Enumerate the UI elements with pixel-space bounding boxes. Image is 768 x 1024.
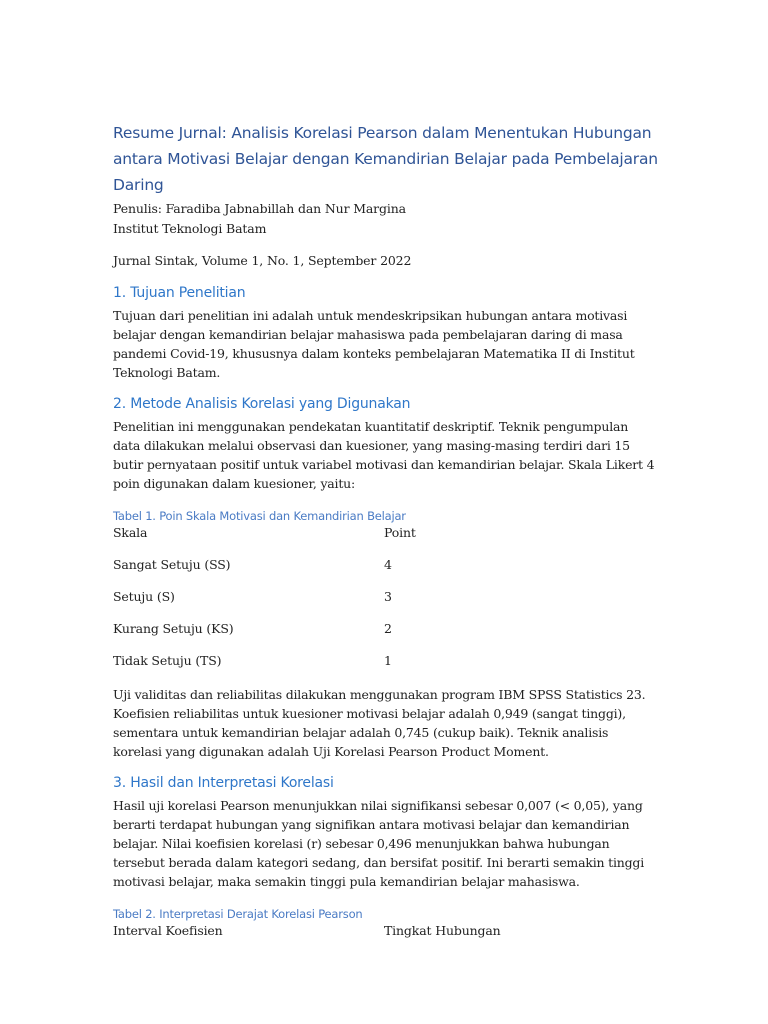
institution-line: Institut Teknologi Batam — [113, 221, 267, 236]
journal-line: Jurnal Sintak, Volume 1, No. 1, September 2022 — [113, 253, 412, 268]
table-header-cell: Tingkat Hubungan — [384, 923, 501, 938]
table-header-cell: Interval Koefisien — [113, 923, 223, 938]
table-row — [113, 621, 658, 653]
table-cell: Setuju (S) — [113, 589, 175, 604]
section-heading-tujuan: 1. Tujuan Penelitian — [113, 285, 246, 301]
table-header-cell: Point — [384, 525, 416, 540]
table-row — [113, 557, 658, 589]
section-text-hasil: Hasil uji korelasi Pearson menunjukkan nilai signifikansi sebesar 0,007 (< 0,05), yang berarti terdapat hubungan yang signifikan antara motivasi belajar dan kemandirian belajar. Nilai koefisien korelasi (r) sebesar 0,496 menunjukkan bahwa hubungan tersebut berada dalam kategori sedang, dan bersifat positif. Ini berarti semakin tinggi motivasi belajar, maka semakin tinggi pula kemandirian belajar mahasiswa. — [113, 798, 645, 889]
section-text-metode: Penelitian ini menggunakan pendekatan kuantitatif deskriptif. Teknik pengumpulan data dilakukan melalui observasi dan kuesioner, yang masing-masing terdiri dari 15 butir pernyataan positif untuk variabel motivasi dan kemandirian belajar. Skala Likert 4 poin digunakan dalam kuesioner, yaitu: — [113, 419, 655, 491]
document-content — [113, 120, 658, 955]
section-text-validitas: Uji validitas dan reliabilitas dilakukan menggunakan program IBM SPSS Statistics 23. Koefisien reliabilitas untuk kuesioner motivasi belajar adalah 0,949 (sangat tinggi), sementara untuk kemandirian belajar adalah 0,745 (cukup baik). Teknik analisis korelasi yang digunakan adalah Uji Korelasi Pearson Product Moment. — [113, 687, 646, 759]
table-cell: 2 — [384, 621, 392, 636]
table-cell: Kurang Setuju (KS) — [113, 621, 234, 636]
table-row — [113, 589, 658, 621]
section-heading-metode: 2. Metode Analisis Korelasi yang Digunakan — [113, 396, 411, 412]
section-heading-hasil: 3. Hasil dan Interpretasi Korelasi — [113, 775, 334, 791]
table2-caption: Tabel 2. Interpretasi Derajat Korelasi Pearson — [113, 907, 363, 921]
table-header-row — [113, 525, 658, 557]
table2-pearson-interpretation — [113, 923, 658, 955]
table-cell: 3 — [384, 589, 392, 604]
author-line: Penulis: Faradiba Jabnabillah dan Nur Margina — [113, 201, 406, 216]
table-cell: 1 — [384, 653, 392, 668]
document-title: Resume Jurnal: Analisis Korelasi Pearson dalam Menentukan Hubungan antara Motivasi Belajar dengan Kemandirian Belajar pada Pembelajaran Daring — [113, 124, 658, 194]
table-header-row — [113, 923, 658, 955]
table-cell: Tidak Setuju (TS) — [113, 653, 222, 668]
table-cell: 4 — [384, 557, 392, 572]
table-cell: Sangat Setuju (SS) — [113, 557, 231, 572]
table-row — [113, 653, 658, 685]
section-text-tujuan: Tujuan dari penelitian ini adalah untuk mendeskripsikan hubungan antara motivasi belajar dengan kemandirian belajar mahasiswa pada pembelajaran daring di masa pandemi Covid-19, khususnya dalam konteks pembelajaran Matematika II di Institut Teknologi Batam. — [113, 308, 635, 380]
table1-caption: Tabel 1. Poin Skala Motivasi dan Kemandirian Belajar — [113, 509, 406, 523]
table1-likert-scale — [113, 525, 658, 685]
table-header-cell: Skala — [113, 525, 148, 540]
